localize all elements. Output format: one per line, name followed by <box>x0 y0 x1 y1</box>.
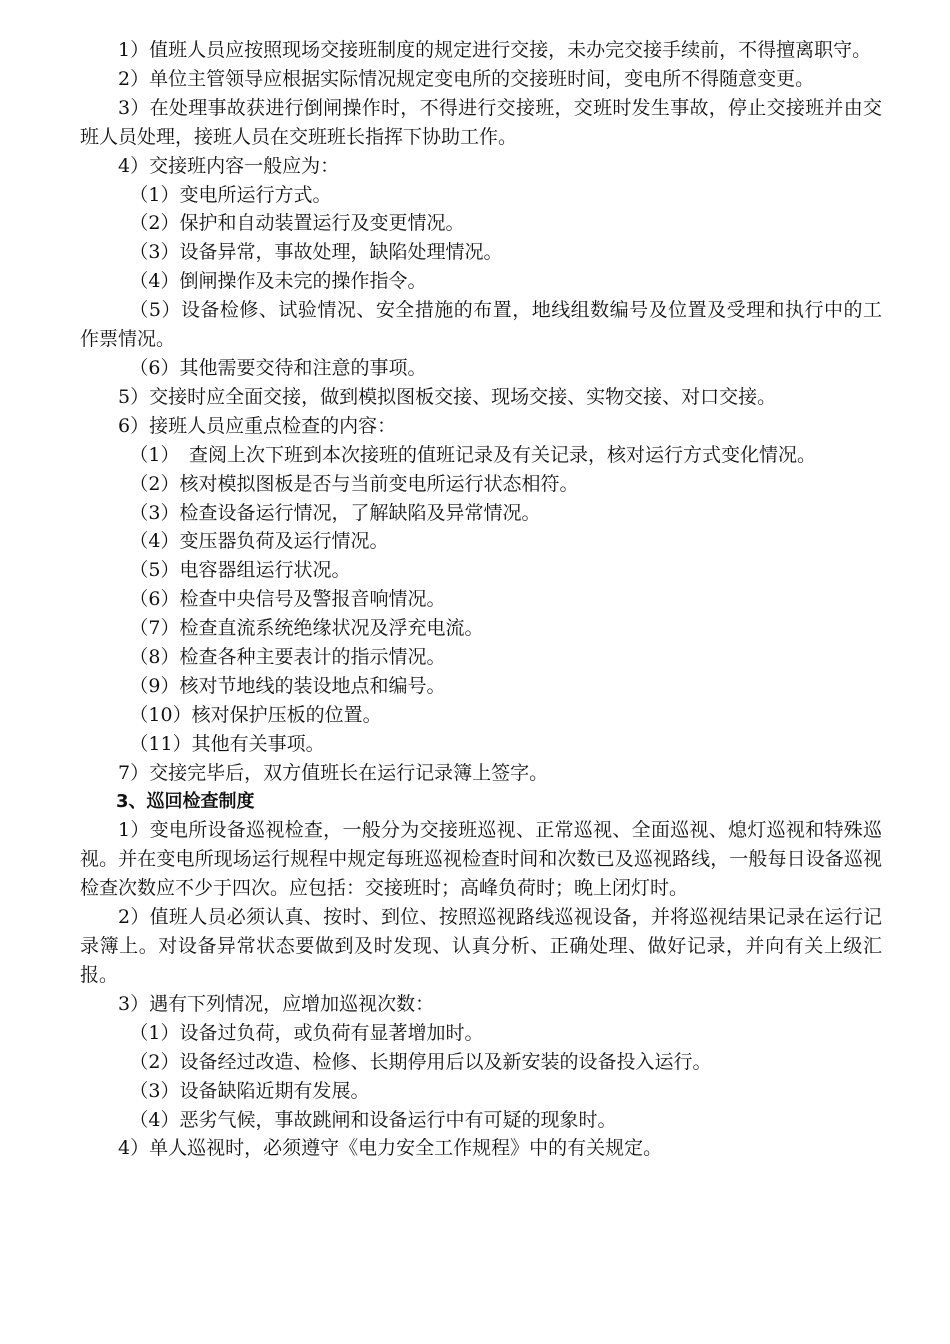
paragraph: 2）单位主管领导应根据实际情况规定变电所的交接班时间，变电所不得随意变更。 <box>118 67 815 90</box>
paragraph: （6）其他需要交待和注意的事项。 <box>129 356 427 379</box>
paragraph: （6）检查中央信号及警报音响情况。 <box>129 588 446 611</box>
paragraph: 6）接班人员应重点检查的内容： <box>118 414 397 437</box>
paragraph: （10）核对保护压板的位置。 <box>129 703 382 726</box>
paragraph: 3）遇有下列情况，应增加巡视次数： <box>118 992 435 1015</box>
paragraph: （3）检查设备运行情况，了解缺陷及异常情况。 <box>129 501 541 524</box>
paragraph: （8）检查各种主要表计的指示情况。 <box>129 646 446 669</box>
paragraph: （4）变压器负荷及运行情况。 <box>129 530 389 553</box>
paragraph: （1）设备过负荷，或负荷有显著增加时。 <box>129 1021 484 1044</box>
paragraph: 2）值班人员必须认真、按时、到位、按照巡视路线巡视设备，并将巡视结果记录在运行记录簿上。对设备异常状态要做到及时发现、认真分析、正确处理、做好记录，并向有关上级汇报。 <box>80 906 882 986</box>
paragraph: （1）变电所运行方式。 <box>129 183 332 206</box>
paragraph: 4）单人巡视时，必须遵守《电力安全工作规程》中的有关规定。 <box>118 1137 663 1160</box>
paragraph: （2）保护和自动装置运行及变更情况。 <box>129 212 465 235</box>
paragraph: （9）核对节地线的装设地点和编号。 <box>129 674 446 697</box>
paragraph: （5）电容器组运行状况。 <box>129 559 351 582</box>
paragraph: 1）值班人员应按照现场交接班制度的规定进行交接，未办完交接手续前，不得擅离职守。 <box>118 39 872 61</box>
paragraph: 5）交接时应全面交接，做到模拟图板交接、现场交接、实物交接、对口交接。 <box>118 385 777 408</box>
paragraph: 4）交接班内容一般应为： <box>118 154 340 177</box>
paragraph: 7）交接完毕后，双方值班长在运行记录簿上签字。 <box>118 761 549 784</box>
paragraph: （11）其他有关事项。 <box>129 732 325 755</box>
paragraph: （3）设备异常，事故处理，缺陷处理情况。 <box>129 241 503 264</box>
paragraph: （5）设备检修、试验情况、安全措施的布置，地线组数编号及位置及受理和执行中的工作票情况。 <box>80 299 882 351</box>
paragraph: 3）在处理事故获进行倒闸操作时，不得进行交接班，交班时发生事故，停止交接班并由交班人员处理，接班人员在交班班长指挥下协助工作。 <box>80 96 882 148</box>
paragraph: （4）恶劣气候，事故跳闸和设备运行中有可疑的现象时。 <box>129 1108 617 1131</box>
paragraph: （2）核对模拟图板是否与当前变电所运行状态相符。 <box>129 472 579 495</box>
paragraph: （3）设备缺陷近期有发展。 <box>129 1079 370 1102</box>
paragraph: （1） 查阅上次下班到本次接班的值班记录及有关记录，核对运行方式变化情况。 <box>129 443 816 466</box>
paragraph: （4）倒闸操作及未完的操作指令。 <box>129 270 427 293</box>
paragraph: 1）变电所设备巡视检查，一般分为交接班巡视、正常巡视、全面巡视、熄灯巡视和特殊巡视。并在变电所现场运行规程中规定每班巡视检查时间和次数已及巡视路线，一般每日设备巡视检查次数应不少于四次。应包括：交接班时；高峰负荷时；晚上闭灯时。 <box>80 819 882 900</box>
paragraph: （7）检查直流系统绝缘状况及浮充电流。 <box>129 617 484 640</box>
paragraph: （2）设备经过改造、检修、长期停用后以及新安装的设备投入运行。 <box>129 1050 712 1073</box>
section-heading: 3、巡回检查制度 <box>116 790 255 812</box>
